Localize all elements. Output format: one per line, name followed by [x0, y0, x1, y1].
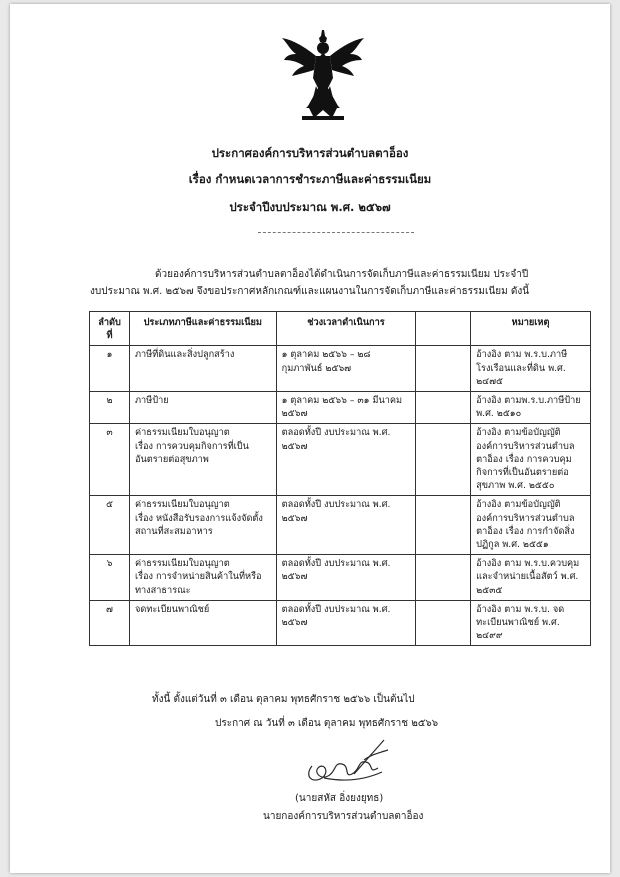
column-header-blank — [416, 312, 471, 346]
tax-type-cell — [129, 555, 276, 601]
tax-schedule-table — [89, 311, 591, 646]
period-cell-line: ตลอดทั้งปี งบประมาณ พ.ศ. — [281, 499, 391, 511]
tax-type-cell-line: เรื่อง การจำหน่ายสินค้าในที่หรือ — [134, 571, 262, 583]
row-number-cell: ๕ — [90, 496, 130, 555]
blank-cell — [416, 555, 471, 601]
tax-type-cell-line: จดทะเบียนพาณิชย์ — [134, 603, 210, 615]
period-cell — [276, 424, 416, 496]
remarks-cell — [471, 392, 591, 424]
period-cell-line: ๑ ตุลาคม ๒๕๖๖ – ๒๘ — [281, 349, 371, 361]
remarks-cell — [471, 600, 591, 646]
period-cell-line: ตลอดทั้งปี งบประมาณ พ.ศ. — [281, 603, 391, 615]
remarks-cell-line: อ้างอิง ตามพ.ร.บ.ภาษีป้าย — [476, 395, 581, 407]
tax-type-cell-line: ทางสาธารณะ — [134, 584, 191, 596]
remarks-cell-line: โรงเรือนและที่ดิน พ.ศ. — [476, 362, 566, 374]
tax-type-cell-line: อันตรายต่อสุขภาพ — [134, 453, 209, 465]
tax-type-cell-line: ค่าธรรมเนียมใบอนุญาต — [134, 499, 230, 511]
tax-type-cell-line: เรื่อง หนังสือรับรองการแจ้งจัดตั้ง — [134, 512, 263, 524]
table-row — [90, 346, 591, 392]
period-cell-line: ๒๕๖๗ — [281, 440, 308, 452]
row-number-cell: ๖ — [90, 555, 130, 601]
effective-date-text: ทั้งนี้ ตั้งแต่วันที่ ๓ เดือน ตุลาคม พุทธศักราช ๒๕๖๖ เป็นต้นไป — [152, 694, 415, 705]
document-page — [10, 4, 610, 873]
remarks-cell — [471, 424, 591, 496]
remarks-cell-line: ตาอ็อง เรื่อง การควบคุม — [476, 453, 572, 465]
row-number-cell: ๓ — [90, 424, 130, 496]
signer-name: (นายสหัส อิ่งยงยุทธ) — [295, 793, 384, 804]
period-cell — [276, 392, 416, 424]
period-cell-line: ๒๕๖๗ — [281, 512, 308, 524]
remarks-cell-line: ๒๔๙๙ — [476, 630, 503, 642]
intro-paragraph-line-2: งบประมาณ พ.ศ. ๒๕๖๗ จึงขอประกาศหลักเกณฑ์และแผนงานในการจัดเก็บภาษีและค่าธรรมเนียม ดังนี้ — [90, 286, 530, 297]
remarks-cell-line: ทะเบียนพาณิชย์ พ.ศ. — [476, 617, 560, 629]
blank-cell — [416, 392, 471, 424]
announcement-heading: ประกาศองค์การบริหารส่วนตำบลตาอ็อง — [211, 146, 409, 160]
period-cell-line: ๒๕๖๗ — [281, 408, 308, 420]
period-cell-line: กุมภาพันธ์ ๒๕๖๗ — [281, 362, 352, 374]
tax-type-cell-line: ค่าธรรมเนียมใบอนุญาต — [134, 558, 230, 570]
period-cell-line: ตลอดทั้งปี งบประมาณ พ.ศ. — [281, 427, 391, 439]
remarks-cell-line: ตาอ็อง เรื่อง การกำจัดสิ่ง — [476, 525, 575, 537]
blank-cell — [416, 496, 471, 555]
tax-type-cell-line: ภาษีป้าย — [134, 395, 169, 407]
column-header-no: ลำดับ ที่ — [90, 312, 130, 346]
remarks-cell — [471, 346, 591, 392]
column-header-period: ช่วงเวลาดำเนินการ — [276, 312, 416, 346]
period-cell-line: ๒๕๖๗ — [281, 617, 308, 629]
remarks-cell-line: อ้างอิง ตามข้อบัญญัติ — [476, 427, 561, 439]
remarks-cell-line: และจำหน่ายเนื้อสัตว์ พ.ศ. — [476, 571, 579, 583]
tax-type-cell-line: ค่าธรรมเนียมใบอนุญาต — [134, 427, 230, 439]
blank-cell — [416, 600, 471, 646]
table-row — [90, 424, 591, 496]
row-number-cell: ๗ — [90, 600, 130, 646]
remarks-cell-line: กิจการที่เป็นอันตรายต่อ — [476, 467, 569, 479]
tax-type-cell — [129, 346, 276, 392]
remarks-cell-line: อ้างอิง ตามข้อบัญญัติ — [476, 499, 561, 511]
blank-cell — [416, 424, 471, 496]
remarks-cell-line: พ.ศ. ๒๕๑๐ — [476, 408, 522, 420]
tax-type-cell-line: สถานที่สะสมอาหาร — [134, 525, 213, 537]
tax-type-cell — [129, 424, 276, 496]
announced-date-text: ประกาศ ณ วันที่ ๓ เดือน ตุลาคม พุทธศักราช ๒๕๖๖ — [215, 718, 439, 729]
intro-paragraph-line-1: ด้วยองค์การบริหารส่วนตำบลตาอ็องได้ดำเนินการจัดเก็บภาษีและค่าธรรมเนียม ประจำปี — [155, 269, 529, 280]
table-row — [90, 600, 591, 646]
tax-type-cell — [129, 600, 276, 646]
column-header-type: ประเภทภาษีและค่าธรรมเนียม — [129, 312, 276, 346]
remarks-cell — [471, 496, 591, 555]
remarks-cell-line: อ้างอิง ตาม พ.ร.บ.ภาษี — [476, 349, 568, 361]
column-header-remarks: หมายเหตุ — [471, 312, 591, 346]
announcement-subject: เรื่อง กำหนดเวลาการชำระภาษีและค่าธรรมเนียม — [188, 172, 432, 186]
table-row — [90, 555, 591, 601]
table-row — [90, 392, 591, 424]
remarks-cell-line: สุขภาพ พ.ศ. ๒๕๕๐ — [476, 480, 555, 492]
remarks-cell-line: องค์การบริหารส่วนตำบล — [476, 440, 575, 452]
remarks-cell-line: ปฏิกูล พ.ศ. ๒๕๕๑ — [476, 539, 549, 551]
signer-title: นายกองค์การบริหารส่วนตำบลตาอ็อง — [263, 811, 424, 822]
period-cell — [276, 496, 416, 555]
period-cell — [276, 346, 416, 392]
tax-type-cell-line: เรื่อง การควบคุมกิจการที่เป็น — [134, 440, 249, 452]
tax-type-cell — [129, 496, 276, 555]
period-cell — [276, 555, 416, 601]
announcement-fiscal-year: ประจำปีงบประมาณ พ.ศ. ๒๕๖๗ — [229, 200, 391, 214]
table-row — [90, 496, 591, 555]
remarks-cell-line: องค์การบริหารส่วนตำบล — [476, 512, 575, 524]
blank-cell — [416, 346, 471, 392]
handwritten-signature-icon — [294, 732, 394, 788]
garuda-emblem-icon — [278, 26, 368, 126]
period-cell-line: ๑ ตุลาคม ๒๕๖๖ – ๓๑ มีนาคม — [281, 395, 403, 407]
period-cell — [276, 600, 416, 646]
row-number-cell: ๑ — [90, 346, 130, 392]
remarks-cell — [471, 555, 591, 601]
period-cell-line: ตลอดทั้งปี งบประมาณ พ.ศ. — [281, 558, 391, 570]
remarks-cell-line: ๒๔๗๕ — [476, 375, 503, 387]
remarks-cell-line: อ้างอิง ตาม พ.ร.บ. จด — [476, 603, 565, 615]
table-header-row — [90, 312, 591, 346]
tax-type-cell — [129, 392, 276, 424]
remarks-cell-line: ๒๕๓๕ — [476, 584, 503, 596]
divider-line — [258, 232, 414, 233]
remarks-cell-line: อ้างอิง ตาม พ.ร.บ.ควบคุม — [476, 558, 580, 570]
row-number-cell: ๒ — [90, 392, 130, 424]
period-cell-line: ๒๕๖๗ — [281, 571, 308, 583]
tax-type-cell-line: ภาษีที่ดินและสิ่งปลูกสร้าง — [134, 349, 235, 361]
